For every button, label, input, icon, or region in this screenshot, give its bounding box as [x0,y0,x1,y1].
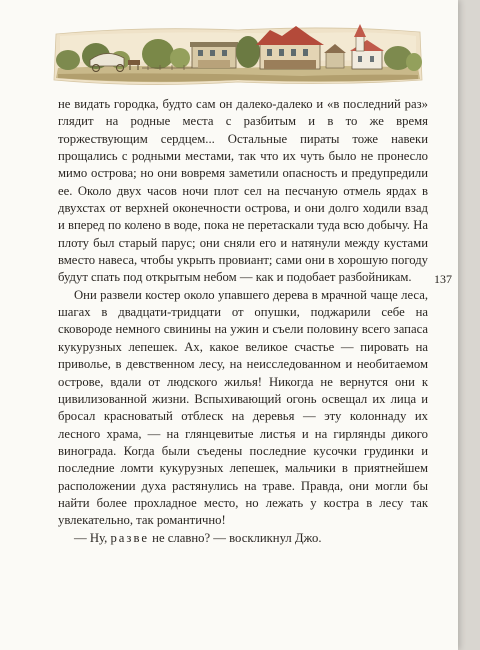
body-text [58,96,428,547]
page-number: 137 [434,272,452,286]
dialogue-spaced-word: разве [110,530,149,545]
header-illustration [52,22,424,92]
paragraph-1: не видать городка, будто сам он далеко-далеко и «в последний раз» глядит на родные места с разбитым и в то же время торжествующим сердцем... Остальные пираты тоже навеки прощались с родными местами, так что их чуть было не пронесло мимо острова; но они вовремя заметили опасность и предупредили ее. Около двух часов ночи плот сел на песчаную отмель ярдах в двухстах от верхней оконечности острова, и они долго ходили взад и вперед по колено в воде, пока не перетаскали туда всю добычу. На плоту был старый парус; они сняли его и натянули между кустами вместо навеса, чтобы укрыть провиант; сами они в хорошую погоду будут спать под открытым небом — как и подобает разбойникам. [58,97,428,285]
dialogue-rest: не славно? — воскликнул Джо. [152,530,322,545]
paragraph-2: Они развели костер около упавшего дерева в мрачной чаще леса, шагах в двадцати-тридцати от опушки, поджарили себе на сковороде немного свинины на ужин и съели половину всего запаса кукурузных лепешек. Ах, какое великое счастье — пировать на приволье, в девственном лесу, на неисследованном и необитаемом острове, вдали от людского жилья! Никогда не вернутся они к цивилизованной жизни. Вспыхивающий огонь освещал их лица и бросал красноватый отблеск на деревья — эту колоннаду их лесного храма, — на глянцевитые листья и на гирлянды дикого винограда. Когда были съедены последние кусочки грудинки и последние ломти кукурузных лепешек, мальчики в приятнейшем расположении духа растянулись на траве. Правда, они могли бы найти более прохладное место, но лежать у костра в лесу так увлекательно, так романтично! [58,287,428,528]
dialogue-dash: — Ну, [74,530,108,545]
dialogue-line [58,530,428,547]
